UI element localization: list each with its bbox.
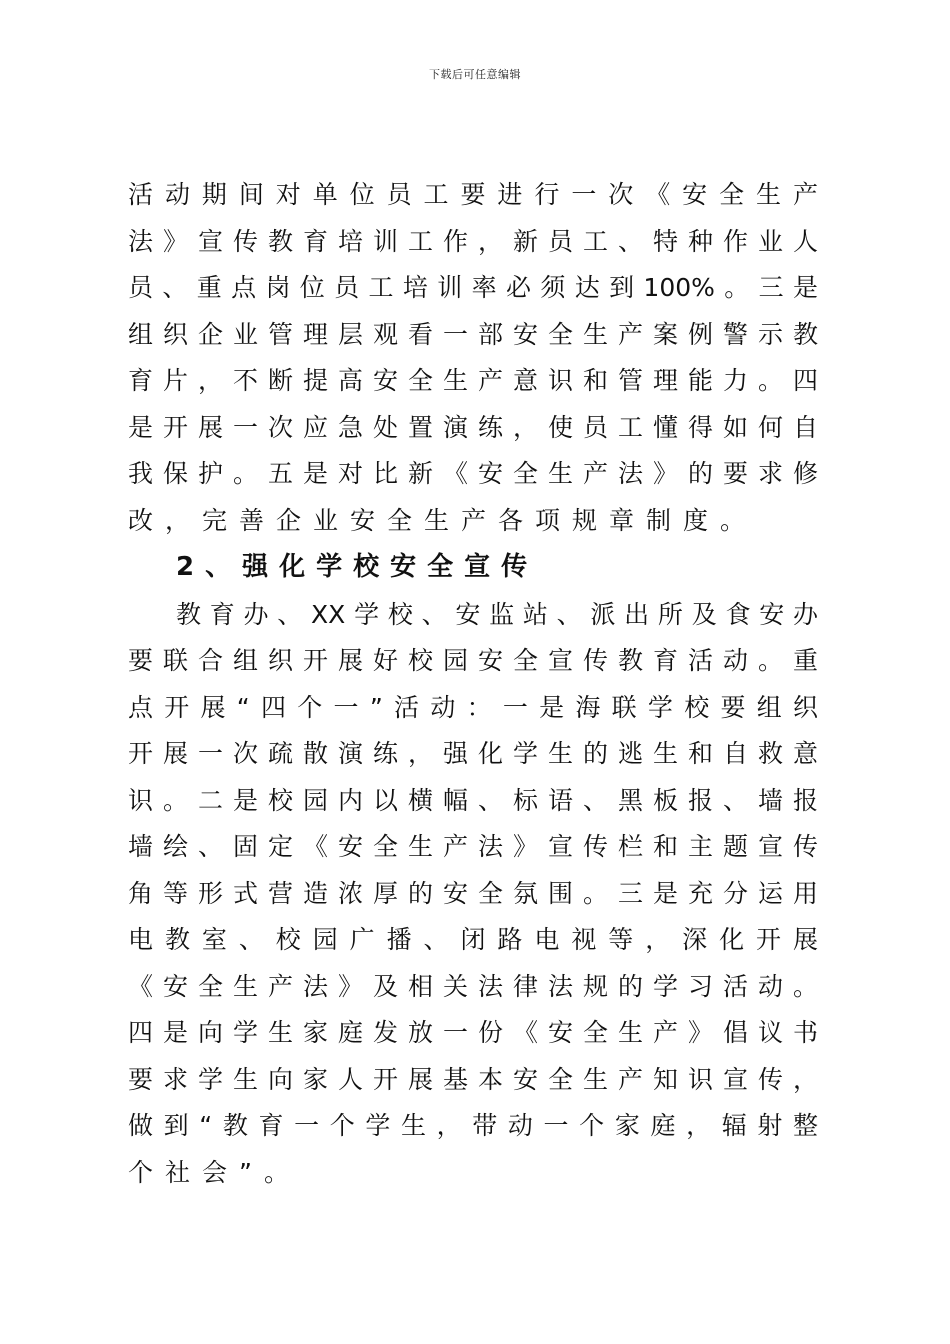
paragraph-line: 《安全生产法》及相关法律法规的学习活动。 (128, 972, 818, 1001)
paragraph-line: 活动期间对单位员工要进行一次《安全生产 (128, 180, 818, 209)
paragraph-line: 角等形式营造浓厚的安全氛围。三是充分运用 (128, 879, 818, 908)
paragraph-line: 要求学生向家人开展基本安全生产知识宣传， (128, 1065, 818, 1094)
paragraph-line: 我保护。五是对比新《安全生产法》的要求修 (128, 459, 818, 488)
paragraph-line: 电教室、校园广播、闭路电视等，深化开展 (128, 925, 818, 954)
paragraph-line: 做到“教育一个学生，带动一个家庭，辐射整 (128, 1111, 818, 1140)
paragraph-line: 员、重点岗位员工培训率必须达到100%。三是 (128, 273, 818, 302)
paragraph-line: 是开展一次应急处置演练，使员工懂得如何自 (128, 413, 818, 442)
paragraph-line: 墙绘、固定《安全生产法》宣传栏和主题宣传 (128, 832, 818, 861)
paragraph-line: 个社会”。 (128, 1158, 301, 1187)
section-heading: 2、强化学校安全宣传 (176, 552, 539, 582)
page-header-note: 下载后可任意编辑 (429, 68, 521, 81)
paragraph-line: 识。二是校园内以横幅、标语、黑板报、墙报 (128, 786, 818, 815)
paragraph-line: 点开展“四个一”活动：一是海联学校要组织 (128, 693, 818, 722)
paragraph-line: 四是向学生家庭发放一份《安全生产》倡议书 (128, 1018, 818, 1047)
paragraph-line: 组织企业管理层观看一部安全生产案例警示教 (128, 320, 818, 349)
paragraph-line: 法》宣传教育培训工作，新员工、特种作业人 (128, 227, 818, 256)
paragraph-line: 改，完善企业安全生产各项规章制度。 (128, 506, 758, 535)
paragraph-line: 开展一次疏散演练，强化学生的逃生和自救意 (128, 739, 818, 768)
paragraph-line: 教育办、XX学校、安监站、派出所及食安办 (176, 600, 818, 629)
paragraph-line: 育片，不断提高安全生产意识和管理能力。四 (128, 366, 818, 395)
paragraph-line: 要联合组织开展好校园安全宣传教育活动。重 (128, 646, 818, 675)
